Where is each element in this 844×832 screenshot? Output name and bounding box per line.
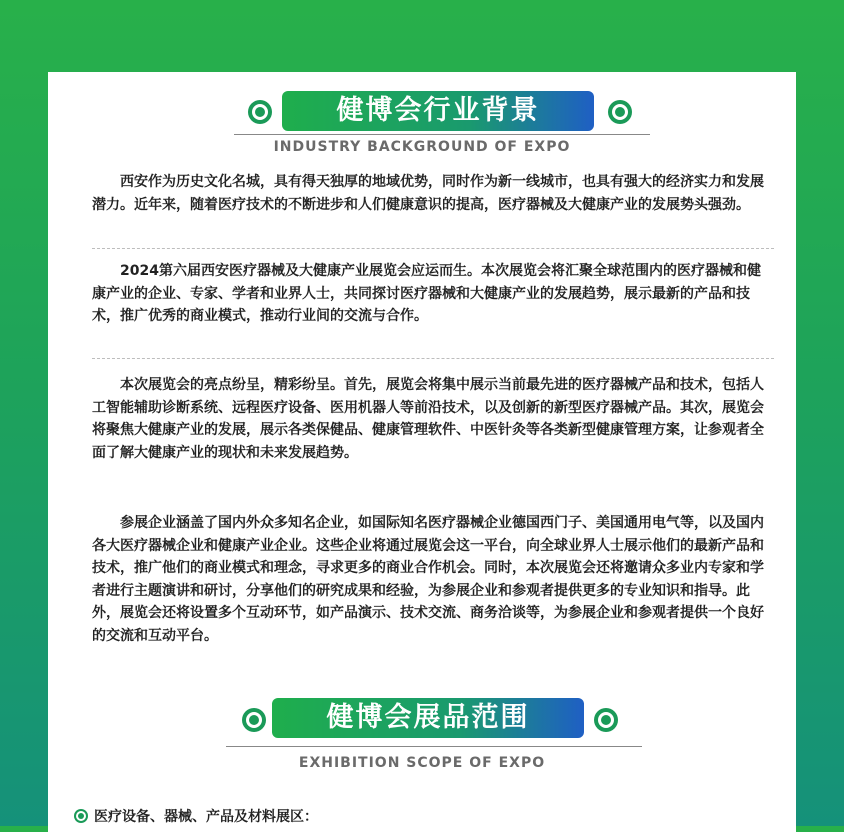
bullseye-icon <box>594 708 618 732</box>
scope-item-label: 医疗设备、器械、产品及材料展区： <box>94 809 318 825</box>
dashed-divider <box>92 248 774 249</box>
section-subtitle: INDUSTRY BACKGROUND OF EXPO <box>273 139 571 155</box>
paragraph: 参展企业涵盖了国内外众多知名企业，如国际知名医疗器械企业德国西门子、美国通用电气等，以及国内各大医疗器械企业和健康产业企业。这些企业将通过展览会这一平台，向全球业界人士展示他们的最新产品和技术，推广他们的商业模式和理念，寻求更多的商业合作机会。同时，本次展览会还将邀请众多业内专家和学者进行主题演讲和研讨，分享他们的研究成果和经验，为参展企业和参观者提供更多的专业知识和指导。此外，展览会还将设置多个互动环节，如产品演示、技术交流、商务洽谈等，为参展企业和参观者提供一个良好的交流和互动平台。 <box>92 515 764 644</box>
section-title-background <box>282 91 594 131</box>
paragraph: 本次展览会的亮点纷呈，精彩纷呈。首先，展览会将集中展示当前最先进的医疗器械产品和技术，包括人工智能辅助诊断系统、远程医疗设备、医用机器人等前沿技术，以及创新的新型医疗器械产品。其次，展览会将聚焦大健康产业的发展，展示各类保健品、健康管理软件、中医针灸等各类新型健康管理方案，让参观者全面了解大健康产业的现状和未来发展趋势。 <box>92 377 764 461</box>
paragraph: 2024第六届西安医疗器械及大健康产业展览会应运而生。本次展览会将汇聚全球范围内的医疗器械和健康产业的企业、专家、学者和业界人士，共同探讨医疗器械和大健康产业的发展趋势，展示最新的产品和技术，推广优秀的商业模式，推动行业间的交流与合作。 <box>92 263 761 324</box>
bullseye-icon <box>608 100 632 124</box>
title-underline <box>234 134 650 135</box>
title-underline <box>226 746 642 747</box>
content-card <box>48 72 796 832</box>
section-title: 健博会展品范围 <box>326 702 530 733</box>
bullseye-icon <box>242 708 266 732</box>
section-title: 健博会行业背景 <box>336 95 540 126</box>
bullseye-icon <box>248 100 272 124</box>
dashed-divider <box>92 358 774 359</box>
scope-item <box>74 806 318 826</box>
section-subtitle: EXHIBITION SCOPE OF EXPO <box>298 755 546 771</box>
section-title-background <box>272 698 584 738</box>
paragraph: 西安作为历史文化名城，具有得天独厚的地域优势，同时作为新一线城市，也具有强大的经济实力和发展潜力。近年来，随着医疗技术的不断进步和人们健康意识的提高，医疗器械及大健康产业的发展势头强劲。 <box>92 174 764 213</box>
bullseye-icon <box>74 809 88 823</box>
